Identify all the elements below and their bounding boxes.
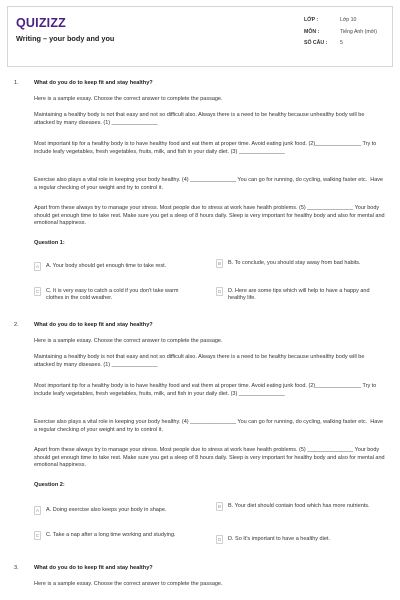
worksheet-header [7, 6, 393, 67]
question-number: 2. [14, 322, 19, 328]
option-text: A. Doing exercise also keeps your body in shape. [46, 507, 167, 513]
passage-intro: Here is a sample essay. Choose the correct answer to complete the passage. [34, 581, 223, 587]
passage-paragraph-2: Most important tip for a healthy body is to have healthy food and eat them at proper time. Avoid eating junk food. (2)_______________ Try to include leafy vegetables, fresh vegetables, fruits, milk, and fish in your daily diet. (3) _______________ [34, 383, 378, 397]
question-title: What do you do to keep fit and stay healthy? [34, 565, 153, 571]
passage-paragraph-3: Exercise also plays a vital role in keeping your body healthy. (4) _______________ You can go for running, do cycling, walking faster etc. Have a regular checking of your weight and try to control it. [34, 177, 385, 191]
question-number: 3. [14, 565, 19, 571]
meta-value: Lớp 10 [340, 17, 357, 23]
meta-key: SỐ CÂU : [304, 40, 328, 46]
option-letter-box: B [216, 502, 223, 511]
option-letter-box: B [216, 259, 223, 268]
answer-option-c[interactable] [34, 532, 194, 540]
option-letter-box: A [34, 262, 41, 271]
question-label: Question 2: [34, 482, 65, 488]
question-title: What do you do to keep fit and stay healthy? [34, 80, 153, 86]
passage-intro: Here is a sample essay. Choose the correct answer to complete the passage. [34, 338, 223, 344]
option-text: B. To conclude, you should stay away from bad habits. [228, 260, 361, 266]
meta-table [304, 15, 390, 50]
meta-key: MÔN : [304, 28, 320, 35]
answer-option-a[interactable] [34, 507, 194, 515]
answer-option-b[interactable] [216, 503, 376, 511]
option-letter-box: C [34, 531, 41, 540]
passage-intro: Here is a sample essay. Choose the correct answer to complete the passage. [34, 96, 223, 102]
meta-row-count [304, 38, 390, 50]
passage-paragraph-1: Maintaining a healthy body is not that easy and not so difficult also. Always there is a need to be healthy because unhealthy body will be attacked by many diseases. (1) _______________ [34, 112, 366, 126]
meta-key: LỚP : [304, 17, 319, 23]
question-label: Question 1: [34, 240, 65, 246]
option-letter-box: D [216, 535, 223, 544]
question-number: 1. [14, 80, 19, 86]
passage-paragraph-1: Maintaining a healthy body is not that easy and not so difficult also. Always there is a need to be healthy because unhealthy body will be attacked by many diseases. (1) _______________ [34, 354, 366, 368]
meta-value: 5 [340, 40, 343, 46]
passage-paragraph-2: Most important tip for a healthy body is to have healthy food and eat them at proper time. Avoid eating junk food. (2)_______________ Try to include leafy vegetables, fresh vegetables, fruits, milk, and fish in your daily diet. (3) _______________ [34, 141, 378, 155]
passage-paragraph-4: Apart from these always try to manage your stress. Most people due to stress at work have health problems. (5) _______________ Your body should get enough time to take rest. Make sure you get a sleep of 8 hours daily. Sleep is very important for healthy body and also for mental and emotional happiness. [34, 447, 387, 469]
answer-option-c[interactable] [34, 288, 194, 302]
option-text: A. Your body should get enough time to take rest. [46, 263, 167, 269]
option-text: C. It is very easy to catch a cold if you don't take warm clothes in the cold weather. [46, 288, 179, 302]
option-text: D. So It's important to have a healthy diet. [228, 536, 330, 542]
passage-paragraph-4: Apart from these always try to manage your stress. Most people due to stress at work have health problems. (5) _______________ Your body should get enough time to take rest. Make sure you get a sleep of 8 hours daily. Sleep is very important for healthy body and also for mental and emotional happiness. [34, 205, 387, 227]
passage-paragraph-3: Exercise also plays a vital role in keeping your body healthy. (4) _______________ You can go for running, do cycling, walking faster etc. Have a regular checking of your weight and try to control it. [34, 419, 385, 433]
meta-value: Tiếng Anh (mới) [340, 28, 377, 35]
worksheet-title: Writing – your body and you [16, 34, 115, 43]
option-letter-box: D [216, 287, 223, 296]
answer-option-b[interactable] [216, 260, 376, 268]
option-text: C. Take a nap after a long time working and studying. [46, 532, 176, 538]
option-letter-box: C [34, 287, 41, 296]
answer-option-d[interactable] [216, 536, 376, 544]
answer-option-d[interactable] [216, 288, 376, 302]
meta-row-subject [304, 27, 390, 39]
option-text: B. Your diet should contain food which has more nutrients. [228, 503, 370, 509]
option-text: D. Here are some tips which will help to have a happy and healthy life. [228, 288, 370, 302]
question-title: What do you do to keep fit and stay healthy? [34, 322, 153, 328]
meta-row-class [304, 15, 390, 27]
answer-option-a[interactable] [34, 263, 194, 271]
quizizz-logo: QUIZIZZ [16, 16, 67, 30]
option-letter-box: A [34, 506, 41, 515]
